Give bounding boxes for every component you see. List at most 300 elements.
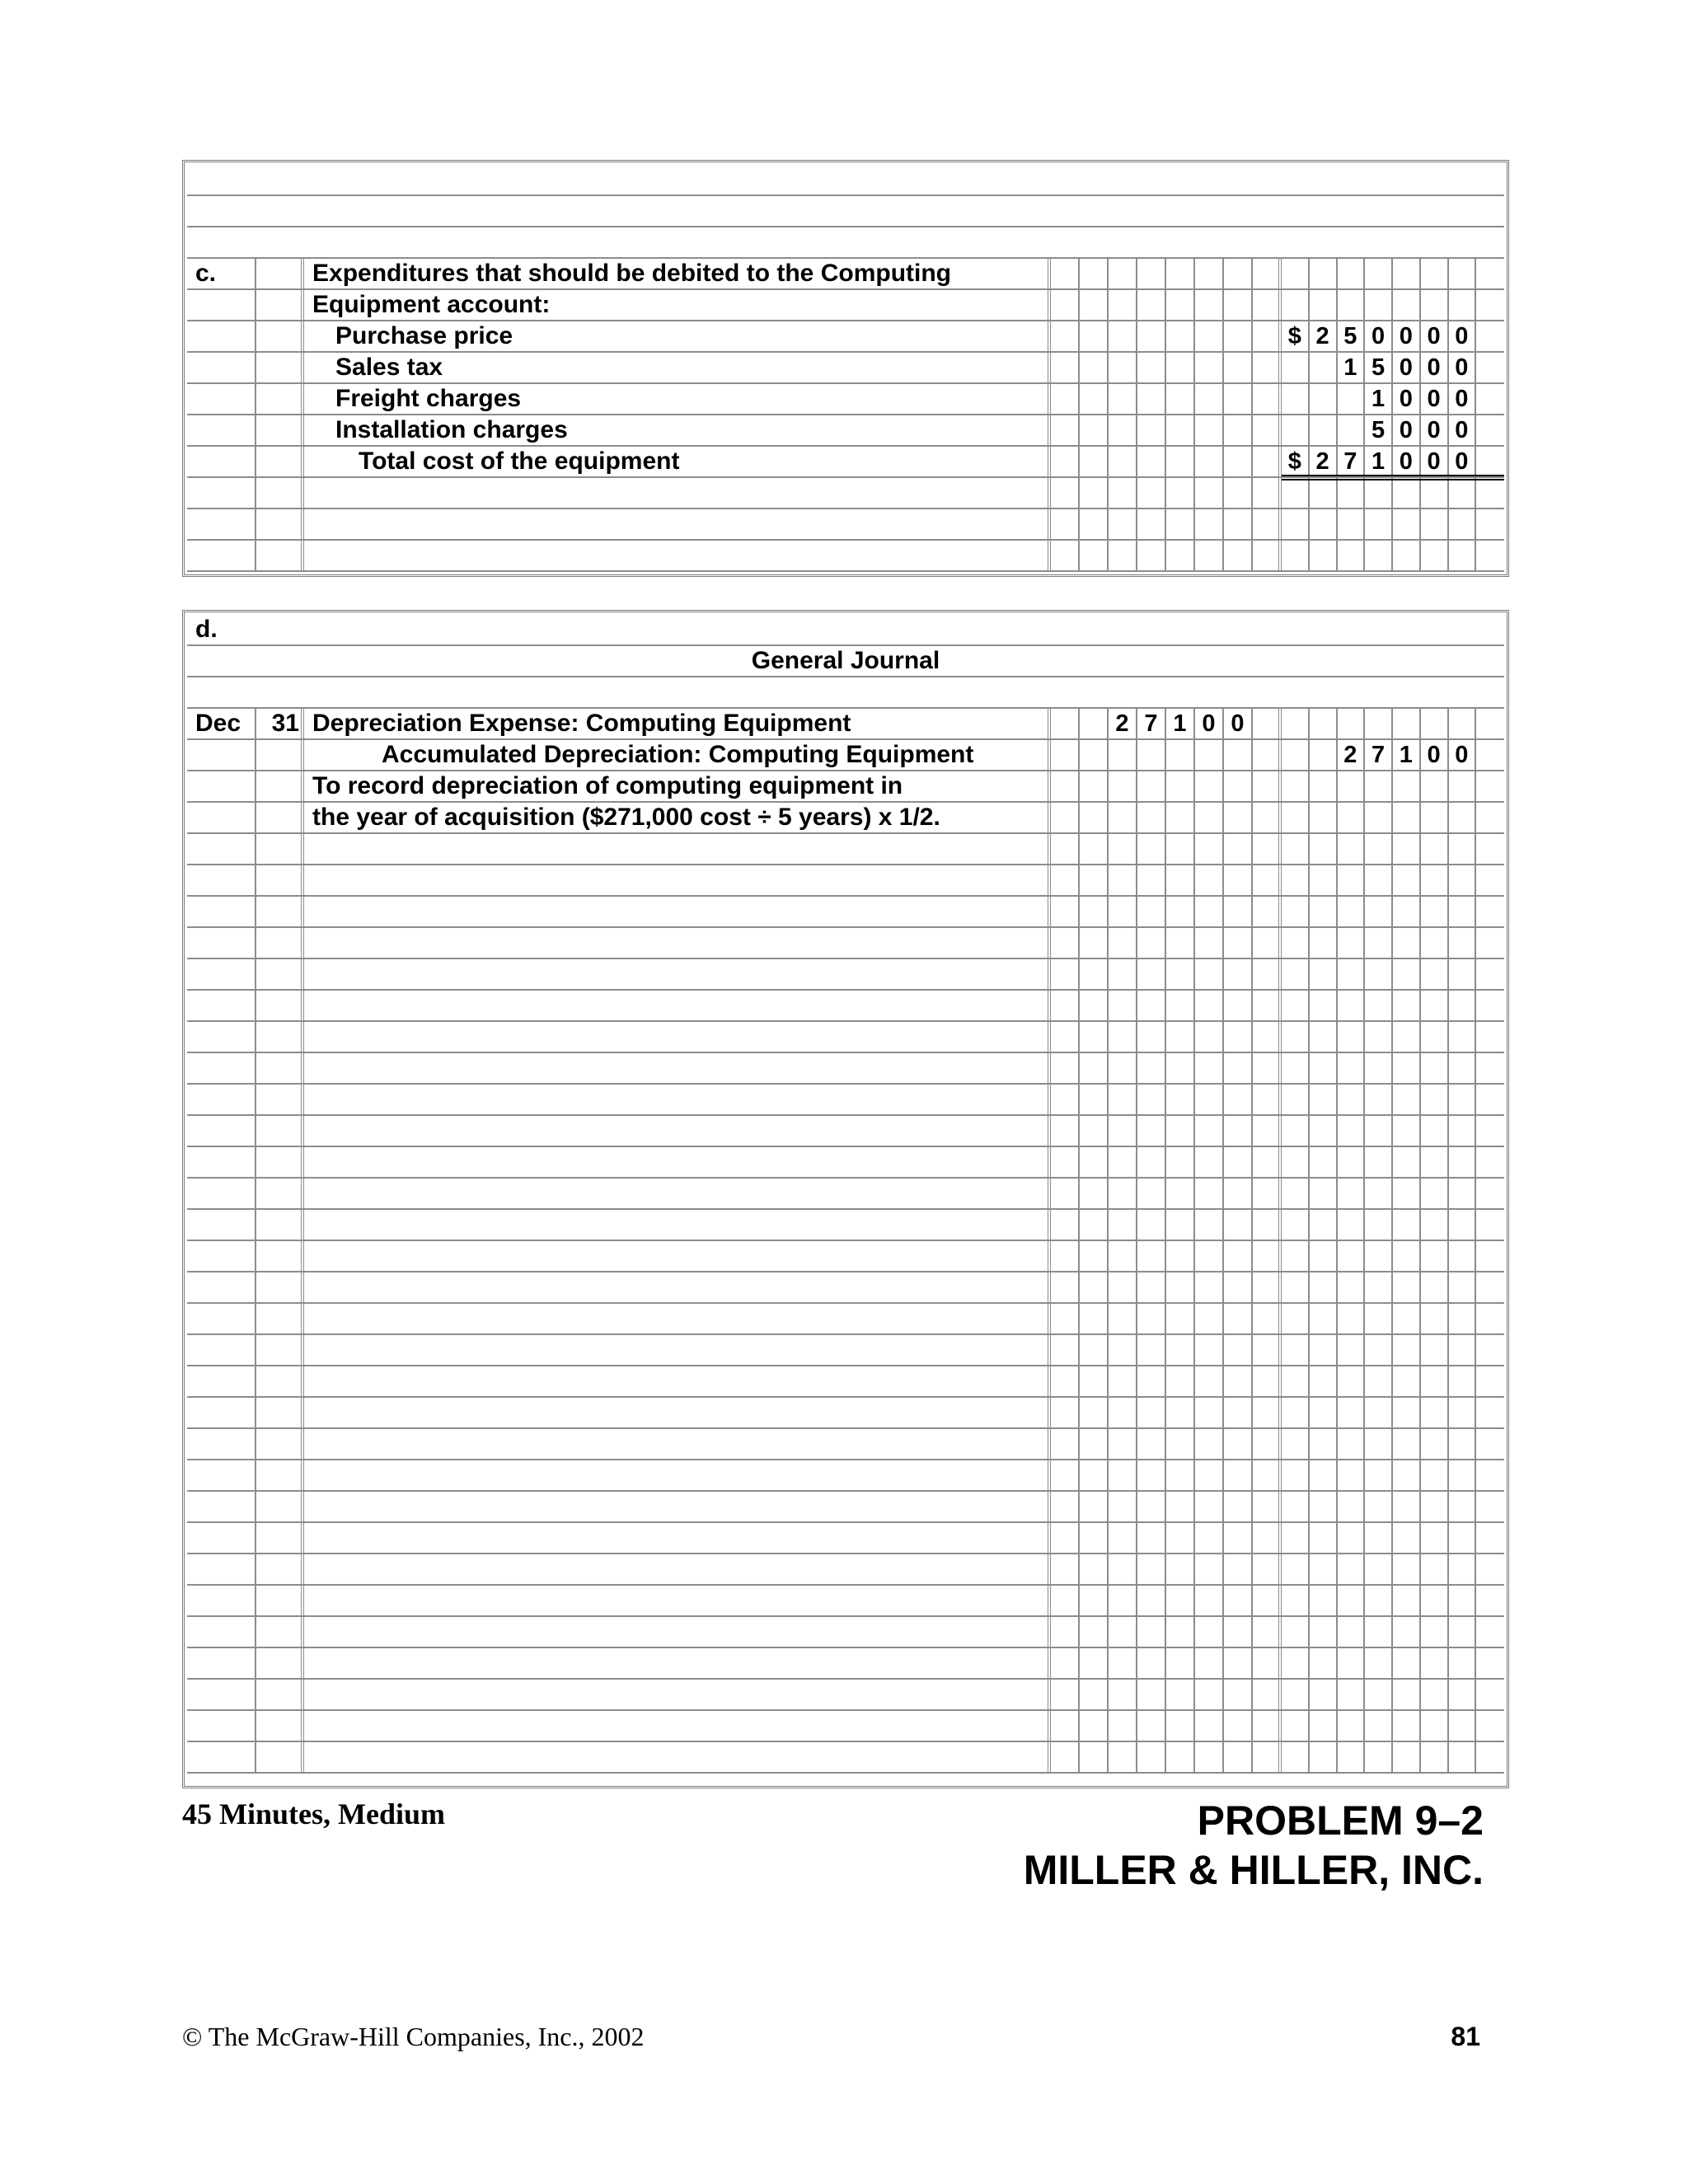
amount-digit-cell — [1253, 928, 1282, 958]
amount-digit-cell — [1080, 709, 1109, 738]
amount-digit-cell — [1449, 478, 1477, 508]
amount-digit-cell — [1365, 1272, 1393, 1302]
amount-digit-cell — [1051, 1335, 1080, 1365]
amount-digit-cell — [1476, 1147, 1504, 1177]
amount-digit-cell — [1166, 384, 1195, 414]
date-day-cell — [256, 1523, 304, 1553]
amount-digit-cell — [1109, 353, 1137, 382]
amount-digit-cell — [1137, 928, 1166, 958]
amount-digit-cell — [1365, 1680, 1393, 1709]
debit-amount — [1051, 415, 1282, 445]
amount-digit-cell — [1224, 353, 1253, 382]
amount-digit-cell — [1137, 1523, 1166, 1553]
amount-digit-cell — [1253, 1147, 1282, 1177]
amount-digit-cell — [1109, 1554, 1137, 1584]
amount-digit-cell — [1224, 415, 1253, 445]
empty-ledger-row — [187, 928, 1504, 959]
amount-digit-cell — [1310, 541, 1338, 570]
entry-day: 31 — [271, 710, 299, 737]
amount-digit-cell — [1224, 991, 1253, 1020]
description-cell — [304, 1335, 1051, 1365]
part-label-row — [187, 615, 1504, 646]
amount-digit-cell — [1476, 1022, 1504, 1052]
amount-digit-cell — [1449, 834, 1477, 864]
description-cell — [304, 1523, 1051, 1553]
description-text: To record depreciation of computing equipment in — [312, 772, 903, 799]
date-day-cell — [256, 865, 304, 895]
amount-digit-cell — [1224, 1304, 1253, 1333]
amount-digit-cell — [1476, 928, 1504, 958]
amount-digit-cell — [1421, 290, 1449, 320]
amount-digit-cell — [1109, 1492, 1137, 1521]
amount-digit-cell — [1224, 771, 1253, 801]
amount-digit-cell — [1137, 1554, 1166, 1584]
amount-digit-cell — [1365, 1617, 1393, 1647]
amount-digit-cell — [1421, 478, 1449, 508]
amount-digit-cell — [1166, 1648, 1195, 1678]
amount-digit-cell — [1338, 384, 1366, 414]
amount-digit-cell: 5 — [1365, 353, 1393, 382]
amount-digit-cell — [1393, 1648, 1421, 1678]
amount-digit-cell — [1080, 447, 1109, 476]
amount-digit-cell — [1449, 959, 1477, 989]
amount-digit-cell — [1476, 991, 1504, 1020]
empty-ledger-row — [187, 834, 1504, 865]
amount-digit-cell — [1393, 991, 1421, 1020]
total-double-underline — [1282, 475, 1504, 480]
amount-digit-cell — [1476, 1460, 1504, 1490]
amount-digit-cell — [1310, 771, 1338, 801]
debit-amount — [1051, 1147, 1282, 1177]
credit-amount — [1282, 384, 1504, 414]
amount-digit-cell — [1109, 1617, 1137, 1647]
amount-digit-cell — [1137, 1085, 1166, 1114]
amount-digit-cell: 1 — [1338, 353, 1366, 382]
amount-digit-cell — [1224, 928, 1253, 958]
amount-digit-cell — [1195, 1022, 1224, 1052]
amount-digit-cell — [1253, 1586, 1282, 1615]
amount-digit-cell — [1310, 259, 1338, 288]
amount-digit-cell — [1365, 834, 1393, 864]
date-month-cell — [187, 1241, 256, 1271]
amount-digit-cell — [1195, 803, 1224, 832]
amount-digit-cell — [1253, 447, 1282, 476]
amount-digit-cell — [1166, 1241, 1195, 1271]
debit-amount — [1051, 1711, 1282, 1741]
amount-digit-cell — [1310, 1147, 1338, 1177]
amount-digit-cell — [1109, 1680, 1137, 1709]
amount-digit-cell — [1365, 1429, 1393, 1459]
amount-digit-cell — [1080, 1586, 1109, 1615]
amount-digit-cell — [1109, 290, 1137, 320]
amount-digit-cell — [1224, 541, 1253, 570]
amount-digit-cell — [1338, 1648, 1366, 1678]
amount-digit-cell — [1051, 1116, 1080, 1146]
amount-digit-cell — [1166, 1210, 1195, 1240]
amount-digit-cell — [1393, 897, 1421, 926]
debit-amount — [1051, 959, 1282, 989]
amount-digit-cell — [1051, 1586, 1080, 1615]
amount-digit-cell — [1421, 1398, 1449, 1427]
amount-digit-cell — [1421, 259, 1449, 288]
amount-digit-cell — [1224, 959, 1253, 989]
amount-digit-cell — [1109, 865, 1137, 895]
amount-digit-cell — [1421, 1586, 1449, 1615]
amount-digit-cell — [1166, 1366, 1195, 1396]
amount-digit-cell — [1080, 991, 1109, 1020]
amount-digit-cell — [1282, 1116, 1310, 1146]
amount-digit-cell: 7 — [1365, 740, 1393, 770]
amount-digit-cell — [1338, 1147, 1366, 1177]
amount-digit-cell — [1338, 1429, 1366, 1459]
amount-digit-cell — [1338, 803, 1366, 832]
amount-digit-cell — [1365, 1022, 1393, 1052]
amount-digit-cell — [1166, 1335, 1195, 1365]
amount-digit-cell — [1310, 1085, 1338, 1114]
description-cell — [304, 1116, 1051, 1146]
credit-amount — [1282, 290, 1504, 320]
amount-digit-cell — [1476, 1053, 1504, 1083]
amount-digit-cell — [1282, 1617, 1310, 1647]
amount-digit-cell — [1282, 897, 1310, 926]
amount-digit-cell — [1310, 1366, 1338, 1396]
amount-digit-cell — [1253, 415, 1282, 445]
amount-digit-cell — [1421, 1460, 1449, 1490]
amount-digit-cell — [1310, 1335, 1338, 1365]
debit-amount — [1051, 1053, 1282, 1083]
amount-digit-cell — [1080, 897, 1109, 926]
credit-amount — [1282, 897, 1504, 926]
empty-ledger-row — [187, 478, 1504, 509]
time-estimate: 45 Minutes, Medium — [182, 1797, 445, 1830]
date-month-cell — [187, 509, 256, 539]
amount-digit-cell — [1137, 897, 1166, 926]
amount-digit-cell — [1393, 1304, 1421, 1333]
date-day-cell — [256, 1366, 304, 1396]
amount-digit-cell — [1137, 1680, 1166, 1709]
amount-digit-cell — [1476, 1429, 1504, 1459]
amount-digit-cell — [1338, 1335, 1366, 1365]
date-month-cell — [187, 1554, 256, 1584]
amount-digit-cell — [1310, 709, 1338, 738]
amount-digit-cell — [1338, 1116, 1366, 1146]
credit-amount — [1282, 1179, 1504, 1208]
amount-digit-cell — [1109, 384, 1137, 414]
amount-digit-cell — [1476, 1366, 1504, 1396]
debit-amount — [1051, 928, 1282, 958]
amount-digit-cell — [1080, 771, 1109, 801]
amount-digit-cell — [1051, 1272, 1080, 1302]
amount-digit-cell — [1253, 1617, 1282, 1647]
amount-digit-cell — [1476, 1241, 1504, 1271]
amount-digit-cell — [1476, 1304, 1504, 1333]
amount-digit-cell — [1310, 1429, 1338, 1459]
amount-digit-cell — [1195, 1648, 1224, 1678]
amount-digit-cell — [1365, 1179, 1393, 1208]
credit-amount — [1282, 1711, 1504, 1741]
amount-digit-cell — [1195, 740, 1224, 770]
credit-amount — [1282, 509, 1504, 539]
empty-ledger-row — [187, 1586, 1504, 1617]
amount-digit-cell — [1109, 1648, 1137, 1678]
amount-digit-cell — [1195, 1085, 1224, 1114]
amount-digit-cell — [1365, 541, 1393, 570]
date-day-cell — [256, 1022, 304, 1052]
credit-amount — [1282, 1492, 1504, 1521]
amount-digit-cell — [1365, 897, 1393, 926]
amount-digit-cell — [1195, 1398, 1224, 1427]
amount-digit-cell: 5 — [1365, 415, 1393, 445]
amount-digit-cell: 0 — [1195, 709, 1224, 738]
credit-amount — [1282, 1053, 1504, 1083]
amount-digit-cell — [1137, 1335, 1166, 1365]
amount-digit-cell — [1137, 1711, 1166, 1741]
debit-amount — [1051, 1179, 1282, 1208]
amount-digit-cell — [1195, 353, 1224, 382]
amount-digit-cell — [1310, 1460, 1338, 1490]
amount-digit-cell — [1166, 1523, 1195, 1553]
amount-digit-cell — [1393, 1617, 1421, 1647]
credit-amount — [1282, 1617, 1504, 1647]
amount-digit-cell — [1195, 1335, 1224, 1365]
amount-digit-cell: 0 — [1421, 353, 1449, 382]
amount-digit-cell — [1109, 541, 1137, 570]
amount-digit-cell — [1109, 991, 1137, 1020]
amount-digit-cell — [1109, 1523, 1137, 1553]
part-label: c. — [195, 260, 217, 287]
credit-amount — [1282, 1554, 1504, 1584]
amount-digit-cell — [1310, 1022, 1338, 1052]
amount-digit-cell — [1449, 509, 1477, 539]
empty-ledger-row — [187, 509, 1504, 541]
amount-digit-cell — [1253, 1429, 1282, 1459]
amount-digit-cell — [1080, 541, 1109, 570]
amount-digit-cell — [1476, 353, 1504, 382]
credit-amount — [1282, 1460, 1504, 1490]
date-month-cell — [187, 771, 256, 801]
amount-digit-cell — [1282, 353, 1310, 382]
amount-digit-cell — [1365, 1648, 1393, 1678]
debit-amount — [1051, 1210, 1282, 1240]
amount-digit-cell — [1253, 1366, 1282, 1396]
credit-amount — [1282, 1116, 1504, 1146]
amount-digit-cell — [1166, 1398, 1195, 1427]
amount-digit-cell: 0 — [1393, 384, 1421, 414]
amount-digit-cell — [1421, 1272, 1449, 1302]
amount-digit-cell — [1310, 1742, 1338, 1772]
amount-digit-cell — [1137, 1617, 1166, 1647]
amount-digit-cell: 0 — [1449, 447, 1477, 476]
empty-ledger-row — [187, 1711, 1504, 1742]
amount-digit-cell: 0 — [1449, 321, 1477, 351]
amount-digit-cell — [1224, 1680, 1253, 1709]
debit-amount — [1051, 509, 1282, 539]
empty-ledger-row — [187, 1398, 1504, 1429]
debit-amount — [1051, 740, 1282, 770]
amount-digit-cell — [1310, 1241, 1338, 1271]
amount-digit-cell — [1109, 928, 1137, 958]
amount-digit-cell — [1449, 1335, 1477, 1365]
amount-digit-cell — [1476, 1586, 1504, 1615]
amount-digit-cell — [1166, 928, 1195, 958]
debit-amount — [1051, 1429, 1282, 1459]
date-day-cell — [256, 1648, 304, 1678]
amount-digit-cell — [1449, 709, 1477, 738]
worksheet-part-c — [182, 160, 1509, 577]
amount-digit-cell — [1365, 1053, 1393, 1083]
amount-digit-cell — [1166, 991, 1195, 1020]
amount-digit-cell: 0 — [1421, 447, 1449, 476]
amount-digit-cell — [1365, 959, 1393, 989]
amount-digit-cell — [1253, 865, 1282, 895]
amount-digit-cell — [1253, 1523, 1282, 1553]
amount-digit-cell — [1166, 1147, 1195, 1177]
amount-digit-cell — [1282, 478, 1310, 508]
amount-digit-cell — [1253, 321, 1282, 351]
amount-digit-cell — [1137, 1366, 1166, 1396]
amount-digit-cell — [1449, 1053, 1477, 1083]
empty-ledger-row — [187, 1523, 1504, 1554]
description-cell — [304, 928, 1051, 958]
empty-ledger-row — [187, 1366, 1504, 1398]
amount-digit-cell — [1195, 415, 1224, 445]
amount-digit-cell — [1253, 1335, 1282, 1365]
amount-digit-cell — [1338, 1179, 1366, 1208]
amount-digit-cell — [1166, 1617, 1195, 1647]
amount-digit-cell — [1338, 1711, 1366, 1741]
amount-digit-cell — [1365, 709, 1393, 738]
amount-digit-cell — [1253, 959, 1282, 989]
date-month-cell — [187, 1272, 256, 1302]
date-day-cell — [256, 321, 304, 351]
amount-digit-cell — [1449, 991, 1477, 1020]
amount-digit-cell — [1137, 803, 1166, 832]
amount-digit-cell — [1195, 1053, 1224, 1083]
amount-digit-cell — [1393, 959, 1421, 989]
amount-digit-cell — [1051, 959, 1080, 989]
amount-digit-cell — [1253, 1398, 1282, 1427]
amount-digit-cell — [1282, 1085, 1310, 1114]
debit-amount — [1051, 478, 1282, 508]
debit-amount — [1051, 1523, 1282, 1553]
amount-digit-cell: 7 — [1338, 447, 1366, 476]
credit-amount — [1282, 1335, 1504, 1365]
amount-digit-cell — [1224, 1429, 1253, 1459]
date-month-cell — [187, 865, 256, 895]
amount-digit-cell — [1476, 384, 1504, 414]
amount-digit-cell — [1195, 897, 1224, 926]
amount-digit-cell — [1338, 1460, 1366, 1490]
date-month-cell — [187, 353, 256, 382]
amount-digit-cell — [1109, 1742, 1137, 1772]
description-cell — [304, 991, 1051, 1020]
debit-amount — [1051, 384, 1282, 414]
amount-digit-cell — [1393, 1492, 1421, 1521]
date-month-cell — [187, 384, 256, 414]
amount-digit-cell — [1051, 865, 1080, 895]
date-month-cell — [187, 897, 256, 926]
amount-digit-cell — [1195, 959, 1224, 989]
amount-digit-cell — [1224, 509, 1253, 539]
amount-digit-cell — [1195, 991, 1224, 1020]
date-day-cell — [256, 1398, 304, 1427]
amount-digit-cell — [1137, 1053, 1166, 1083]
credit-amount — [1282, 1680, 1504, 1709]
amount-digit-cell: 7 — [1137, 709, 1166, 738]
amount-digit-cell — [1137, 1147, 1166, 1177]
amount-digit-cell — [1253, 478, 1282, 508]
amount-digit-cell — [1421, 1680, 1449, 1709]
amount-digit-cell: 0 — [1449, 415, 1477, 445]
date-day-cell — [256, 897, 304, 926]
empty-ledger-row — [187, 1429, 1504, 1460]
amount-digit-cell — [1137, 740, 1166, 770]
amount-digit-cell — [1253, 1210, 1282, 1240]
credit-amount — [1282, 1366, 1504, 1396]
date-day-cell — [256, 928, 304, 958]
amount-digit-cell — [1393, 1116, 1421, 1146]
amount-digit-cell — [1051, 1460, 1080, 1490]
amount-digit-cell — [1338, 1210, 1366, 1240]
amount-digit-cell — [1051, 803, 1080, 832]
amount-digit-cell — [1137, 865, 1166, 895]
amount-digit-cell — [1080, 1179, 1109, 1208]
amount-digit-cell — [1393, 1586, 1421, 1615]
amount-digit-cell — [1224, 803, 1253, 832]
debit-amount — [1051, 834, 1282, 864]
amount-digit-cell: 0 — [1393, 415, 1421, 445]
amount-digit-cell — [1080, 1711, 1109, 1741]
amount-digit-cell — [1449, 259, 1477, 288]
amount-digit-cell — [1109, 740, 1137, 770]
debit-amount — [1051, 541, 1282, 570]
date-day-cell — [256, 447, 304, 476]
amount-digit-cell — [1282, 928, 1310, 958]
amount-digit-cell — [1338, 478, 1366, 508]
empty-ledger-row — [187, 1304, 1504, 1335]
amount-digit-cell — [1195, 1492, 1224, 1521]
description-text: Installation charges — [335, 416, 568, 443]
amount-digit-cell — [1166, 290, 1195, 320]
amount-digit-cell — [1166, 321, 1195, 351]
amount-digit-cell — [1365, 803, 1393, 832]
amount-digit-cell — [1421, 709, 1449, 738]
amount-digit-cell — [1476, 259, 1504, 288]
amount-digit-cell: 0 — [1393, 353, 1421, 382]
amount-digit-cell — [1421, 1179, 1449, 1208]
amount-digit-cell — [1476, 1085, 1504, 1114]
amount-digit-cell — [1166, 959, 1195, 989]
amount-digit-cell — [1195, 478, 1224, 508]
amount-digit-cell — [1080, 1241, 1109, 1271]
amount-digit-cell — [1224, 1617, 1253, 1647]
description-cell — [304, 509, 1051, 539]
amount-digit-cell — [1310, 928, 1338, 958]
company-name: MILLER & HILLER, INC. — [1023, 1847, 1484, 1893]
amount-digit-cell — [1282, 1147, 1310, 1177]
debit-amount — [1051, 1398, 1282, 1427]
amount-digit-cell — [1253, 541, 1282, 570]
worksheet-part-d — [182, 610, 1509, 1788]
amount-digit-cell — [1476, 541, 1504, 570]
amount-digit-cell — [1476, 1554, 1504, 1584]
amount-digit-cell — [1421, 1304, 1449, 1333]
amount-digit-cell — [1282, 1711, 1310, 1741]
journal-title-row — [187, 646, 1504, 677]
amount-digit-cell — [1338, 1742, 1366, 1772]
amount-digit-cell: 5 — [1338, 321, 1366, 351]
date-day-cell — [256, 1304, 304, 1333]
